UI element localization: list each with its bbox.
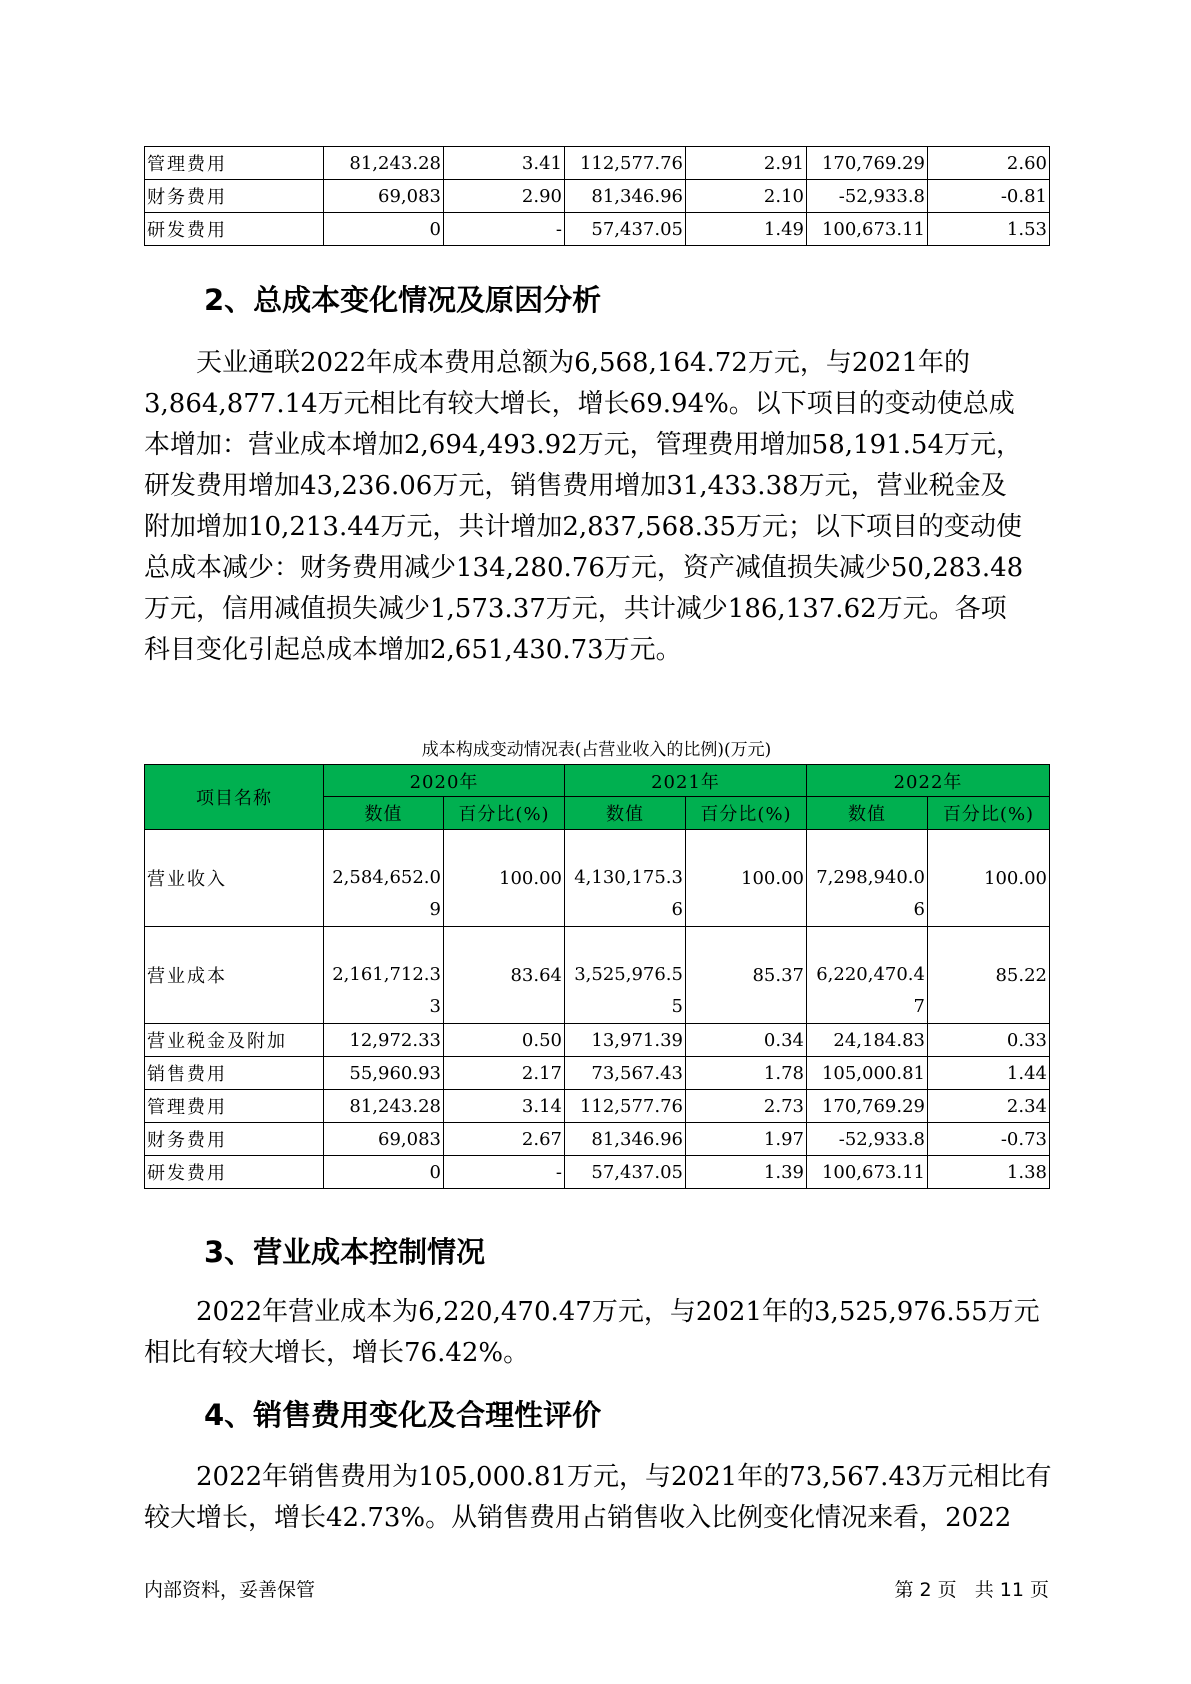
table-caption: 成本构成变动情况表(占营业收入的比例)(万元) bbox=[421, 740, 772, 760]
row-label: 研发费用 bbox=[145, 1156, 324, 1189]
percent-cell: 1.97 bbox=[686, 1123, 807, 1156]
value-part: 3,525,976.5 bbox=[574, 964, 683, 985]
value-cell bbox=[565, 927, 686, 1024]
percent-cell: 85.37 bbox=[686, 927, 807, 1024]
value-part: 6,220,470.4 bbox=[816, 964, 925, 985]
paragraph-line: 附加增加10,213.44万元，共计增加2,837,568.35万元；以下项目的变动使 bbox=[144, 512, 1022, 542]
percent-cell: 3.14 bbox=[444, 1090, 565, 1123]
percent-cell: 1.39 bbox=[686, 1156, 807, 1189]
value-cell: 112,577.76 bbox=[565, 147, 686, 180]
cost-composition-table bbox=[144, 764, 1050, 1189]
header-row bbox=[145, 765, 1050, 797]
value-cell: 55,960.93 bbox=[324, 1057, 444, 1090]
value-cell: 170,769.29 bbox=[807, 1090, 928, 1123]
value-cell: 73,567.43 bbox=[565, 1057, 686, 1090]
section-heading: 4、销售费用变化及合理性评价 bbox=[204, 1398, 602, 1432]
paragraph-line: 2022年销售费用为105,000.81万元，与2021年的73,567.43万元相比有 bbox=[196, 1462, 1052, 1492]
value-cell: 12,972.33 bbox=[324, 1024, 444, 1057]
value-cell: 105,000.81 bbox=[807, 1057, 928, 1090]
table-row bbox=[145, 1024, 1050, 1057]
value-cell: 24,184.83 bbox=[807, 1024, 928, 1057]
percent-cell: 100.00 bbox=[444, 830, 565, 927]
row-label: 营业收入 bbox=[145, 830, 324, 927]
value-part: 2,161,712.3 bbox=[332, 964, 441, 985]
subheader-value: 数值 bbox=[807, 797, 928, 830]
value-cell: 81,243.28 bbox=[324, 1090, 444, 1123]
value-cell bbox=[324, 927, 444, 1024]
row-label: 财务费用 bbox=[145, 1123, 324, 1156]
subheader-value: 数值 bbox=[324, 797, 444, 830]
table-row bbox=[145, 180, 1050, 213]
table-row bbox=[145, 147, 1050, 180]
paragraph-line: 科目变化引起总成本增加2,651,430.73万元。 bbox=[144, 635, 682, 665]
year-header: 2022年 bbox=[807, 765, 1050, 797]
percent-cell: 2.60 bbox=[928, 147, 1050, 180]
percent-cell: 0.50 bbox=[444, 1024, 565, 1057]
paragraph-line: 相比有较大增长，增长76.42%。 bbox=[144, 1338, 530, 1368]
table-row bbox=[145, 830, 1050, 927]
table-row bbox=[145, 1057, 1050, 1090]
percent-cell: - bbox=[444, 213, 565, 246]
value-part: 9 bbox=[429, 899, 441, 920]
paragraph-line: 天业通联2022年成本费用总额为6,568,164.72万元，与2021年的 bbox=[196, 348, 971, 378]
section-paragraph bbox=[144, 343, 1054, 671]
value-cell bbox=[807, 927, 928, 1024]
section-heading: 3、营业成本控制情况 bbox=[204, 1235, 486, 1269]
footer-confidential: 内部资料，妥善保管 bbox=[144, 1579, 316, 1601]
value-part: 7,298,940.0 bbox=[816, 867, 925, 888]
paragraph-line: 本增加：营业成本增加2,694,493.92万元，管理费用增加58,191.54万元， bbox=[144, 430, 1022, 460]
subheader-percent: 百分比(%) bbox=[928, 797, 1050, 830]
section-heading: 2、总成本变化情况及原因分析 bbox=[204, 283, 602, 317]
section-paragraph bbox=[144, 1292, 1054, 1374]
percent-cell: 1.44 bbox=[928, 1057, 1050, 1090]
year-header: 2020年 bbox=[324, 765, 565, 797]
subheader-value: 数值 bbox=[565, 797, 686, 830]
section-paragraph bbox=[144, 1457, 1054, 1539]
value-part: 3 bbox=[429, 996, 441, 1017]
value-part: 7 bbox=[913, 996, 925, 1017]
percent-cell: -0.81 bbox=[928, 180, 1050, 213]
value-cell: 57,437.05 bbox=[565, 213, 686, 246]
value-cell: 0 bbox=[324, 213, 444, 246]
percent-cell: 2.34 bbox=[928, 1090, 1050, 1123]
percent-cell: 100.00 bbox=[686, 830, 807, 927]
percent-cell: 2.73 bbox=[686, 1090, 807, 1123]
row-label: 研发费用 bbox=[145, 213, 324, 246]
value-cell bbox=[807, 830, 928, 927]
value-cell: 0 bbox=[324, 1156, 444, 1189]
table-row bbox=[145, 1156, 1050, 1189]
expense-ratio-table-continued bbox=[144, 146, 1050, 246]
subheader-percent: 百分比(%) bbox=[444, 797, 565, 830]
year-header: 2021年 bbox=[565, 765, 807, 797]
value-cell bbox=[324, 830, 444, 927]
table-row bbox=[145, 927, 1050, 1024]
percent-cell: 2.10 bbox=[686, 180, 807, 213]
paragraph-line: 较大增长，增长42.73%。从销售费用占销售收入比例变化情况来看，2022 bbox=[144, 1503, 1012, 1533]
percent-cell: 2.90 bbox=[444, 180, 565, 213]
percent-cell: 100.00 bbox=[928, 830, 1050, 927]
value-cell: -52,933.8 bbox=[807, 1123, 928, 1156]
paragraph-line: 万元，信用减值损失减少1,573.37万元，共计减少186,137.62万元。各项 bbox=[144, 594, 1007, 624]
percent-cell: 83.64 bbox=[444, 927, 565, 1024]
percent-cell: 2.17 bbox=[444, 1057, 565, 1090]
value-part: 6 bbox=[913, 899, 925, 920]
percent-cell: 1.49 bbox=[686, 213, 807, 246]
value-cell: 100,673.11 bbox=[807, 1156, 928, 1189]
percent-cell: 2.67 bbox=[444, 1123, 565, 1156]
value-cell: 100,673.11 bbox=[807, 213, 928, 246]
percent-cell: 85.22 bbox=[928, 927, 1050, 1024]
percent-cell: - bbox=[444, 1156, 565, 1189]
row-label: 营业税金及附加 bbox=[145, 1024, 324, 1057]
value-cell: 13,971.39 bbox=[565, 1024, 686, 1057]
percent-cell: 2.91 bbox=[686, 147, 807, 180]
value-cell: -52,933.8 bbox=[807, 180, 928, 213]
table-row bbox=[145, 1090, 1050, 1123]
value-part: 2,584,652.0 bbox=[332, 867, 441, 888]
column-header-item: 项目名称 bbox=[145, 765, 324, 830]
percent-cell: 1.53 bbox=[928, 213, 1050, 246]
paragraph-line: 3,864,877.14万元相比有较大增长，增长69.94%。以下项目的变动使总成 bbox=[144, 389, 1015, 419]
value-part: 4,130,175.3 bbox=[574, 867, 683, 888]
row-label: 营业成本 bbox=[145, 927, 324, 1024]
row-label: 管理费用 bbox=[145, 147, 324, 180]
value-cell: 170,769.29 bbox=[807, 147, 928, 180]
row-label: 管理费用 bbox=[145, 1090, 324, 1123]
table-row bbox=[145, 1123, 1050, 1156]
value-cell: 69,083 bbox=[324, 1123, 444, 1156]
percent-cell: 0.33 bbox=[928, 1024, 1050, 1057]
footer-page-number: 第 2 页 共 11 页 bbox=[894, 1579, 1049, 1601]
value-part: 5 bbox=[671, 996, 683, 1017]
value-cell: 81,346.96 bbox=[565, 1123, 686, 1156]
paragraph-line: 总成本减少：财务费用减少134,280.76万元，资产减值损失减少50,283.48 bbox=[144, 553, 1024, 583]
row-label: 销售费用 bbox=[145, 1057, 324, 1090]
percent-cell: -0.73 bbox=[928, 1123, 1050, 1156]
row-label: 财务费用 bbox=[145, 180, 324, 213]
percent-cell: 1.38 bbox=[928, 1156, 1050, 1189]
value-cell: 81,346.96 bbox=[565, 180, 686, 213]
subheader-percent: 百分比(%) bbox=[686, 797, 807, 830]
value-cell: 112,577.76 bbox=[565, 1090, 686, 1123]
value-part: 6 bbox=[671, 899, 683, 920]
percent-cell: 0.34 bbox=[686, 1024, 807, 1057]
percent-cell: 3.41 bbox=[444, 147, 565, 180]
value-cell: 81,243.28 bbox=[324, 147, 444, 180]
paragraph-line: 研发费用增加43,236.06万元，销售费用增加31,433.38万元，营业税金及 bbox=[144, 471, 1007, 501]
value-cell: 69,083 bbox=[324, 180, 444, 213]
value-cell: 57,437.05 bbox=[565, 1156, 686, 1189]
paragraph-line: 2022年营业成本为6,220,470.47万元，与2021年的3,525,976.55万元 bbox=[196, 1297, 1040, 1327]
value-cell bbox=[565, 830, 686, 927]
percent-cell: 1.78 bbox=[686, 1057, 807, 1090]
table-row bbox=[145, 213, 1050, 246]
